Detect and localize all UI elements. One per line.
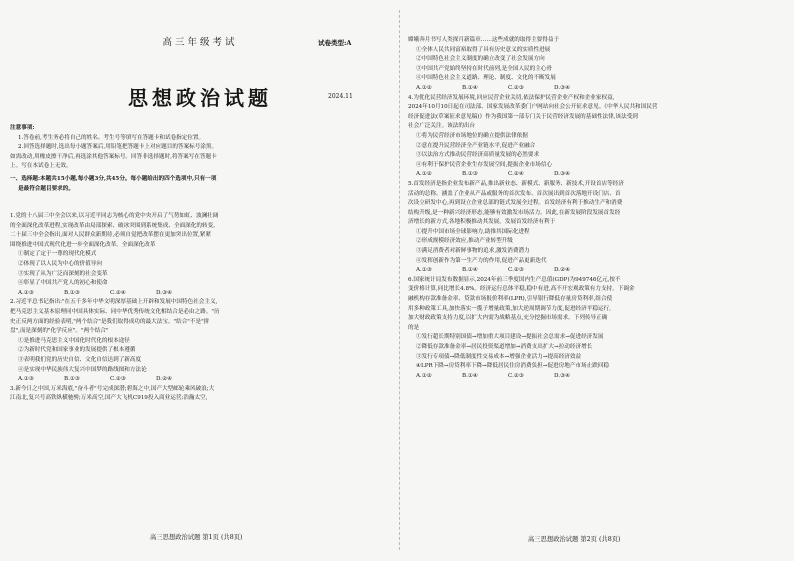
notes-heading: 注意事项: [10,125,35,131]
question-line: 经济促进法(草案征求意见稿)》作为我国第一部专门关于民营经济发展的基础性法律,该法受到 [408,113,638,120]
section-heading-cont: 是最符合题目要求的。 [18,185,74,192]
question-6 [408,276,788,382]
question-line: 嫦娥奔月书写人类探月新篇章……这些成就的取得主要得益于 [408,37,560,43]
question-4 [408,94,788,180]
question-line: 2.习近平总书记指出:"在五千多年中华文明深厚基础上开辟和发展中国特色社会主义, [10,299,218,306]
question-line: 1.党的十八届三中全会以来,以习近平同志为核心的党中央开启了气势如虹、波澜壮阔 [10,213,219,219]
option-a: A.①② [416,372,432,379]
page-footer-right: 高三思想政治试题 第2页 (共8页) [528,536,621,543]
option-b: B.①④ [462,267,478,274]
question-item: ④彰显了中国共产党人的初心和使命 [18,280,108,287]
question-line: 2024年10月10日起在司法部、国家发展改革委门户网站向社会公开征求意见。《中华人民共和国民营 [408,104,658,111]
option-a: A.①② [416,84,432,91]
option-b: B.①③ [64,376,80,383]
page-footer-left: 高三思想政治试题 第1页 (共8页) [150,534,243,541]
exam-date: 2024.11 [328,93,353,100]
question-line: 活动的总称。涵盖了企业从产品或服务的首次发布、首次展出到首次落地开设门店、首 [408,190,621,197]
notes-line: 1.答卷前,考生务必将自己的姓名、考生号等填写在答题卡和试卷指定位置。 [18,134,205,141]
option-c: C.②④ [110,289,126,296]
question-2 [10,298,392,384]
question-line: 结构升级,是一种新兴经济形态,能够有效激发市场活力。因此,在新发展阶段发展首发经 [408,209,621,216]
question-item: ①全体人民共同富裕取得了具有历史意义的实质性进展 [416,46,551,53]
question-line: 围绕推进中国式现代化进一步全面深化改革。全面深化改革 [10,241,156,248]
answer-options [408,170,788,180]
question-line: 江南北,复兴号高铁纵横驰骋;万米高空,国产大飞机C919投入商业运营;浩瀚太空, [10,395,208,402]
question-5 [408,180,788,276]
notes-line: 如需改动,用橡皮擦干净后,再选涂其他答案标号。回答非选择题时,将答案写在答题卡 [10,153,217,160]
question-line: 史正反两方面的经验表明,"两个结合"是我们取得成功的最大法宝。"结合"不是"拼 [10,318,210,325]
question-line: 融机构存款准备金率、贷款市场报价利率(LPR),引导银行降低存量房贷利率,组合使 [408,296,613,303]
option-a: A.①③ [416,267,432,274]
question-line: 4.为优化民营经济发展环境,回应民营企业关切,依法保护民营企业产权和企业家权益, [408,94,615,101]
question-line: 加大财政政策支持力度,以扩大内需为战略基点,充分挖掘市场需求。下列传导正确 [408,315,608,322]
notes-line: 上。写在本试卷上无效。 [10,163,72,170]
question-item: ②体现了以人民为中心的价值导向 [18,260,102,267]
question-item: ③实现了从为广泛而深刻的社会变革 [18,270,108,277]
option-d: D.②④ [554,267,571,274]
question-item: ③表明我们党的历史自信、文化自信达到了新高度 [18,356,142,363]
answer-options [408,372,788,382]
option-d: D.③④ [554,171,571,178]
question-line: 济增长的新方式,各地积极推动其发展。发展首发经济有利于 [408,219,556,226]
question-item: ④是实现中华民族伟大复兴中国梦的路线图和方法论 [18,366,147,373]
answer-options [408,84,788,94]
answer-options [408,266,788,276]
question-item: ②形成规模经济效应,推动产业转型升级 [416,238,513,245]
question-line: 变价格计算,同比增长4.8%。经济运行总体平稳,稳中有进,高不开宏观政策有力支持。下调金 [408,286,635,293]
page-title: 思想政治试题 [128,86,272,110]
option-d: D.②④ [156,376,173,383]
option-c: C.②③ [508,267,524,274]
page-two [400,0,794,561]
option-d: D.③④ [156,289,173,296]
question-item: ③以法治方式推动民营经济高质量发展的必然要求 [416,152,540,159]
option-b: B.①③ [64,289,80,296]
question-line: 把马克思主义基本原理同中国具体实际、同中华优秀传统文化相结合是必由之路。"历 [10,308,220,315]
option-d: D.③④ [554,372,571,379]
option-a: A.①③ [18,376,34,383]
question-item: ②中国特色社会主义制度的确立改变了社会发展方向 [416,56,545,63]
notes-block [10,124,390,194]
exam-type-label: 试卷类型:A [318,39,352,47]
section-heading: 一、选择题:本题共15小题,每小题3分,共45分。每小题给出的四个选项中,只有一项 [10,175,217,182]
question-line: 社会广泛关注。该法的出台 [408,123,476,130]
question-line: 6.国家统计局发布数据显示,2024年前三季度国内生产总值(GDP)为949746亿元,按不 [408,276,621,283]
question-item: ①发行超长期特别国债→增加重大项目建设→提振社会总需求→促进经济发展 [416,334,604,341]
notes-line: 2.回答选择题时,选出每小题答案后,用铅笔把答题卡上对应题目的答案标号涂黑。 [18,144,218,151]
question-item: ④有利于保护民营企业生存发展空间,提振企业市场信心 [416,161,553,168]
option-b: B.①④ [462,84,478,91]
question-item: ③满足消费者对新鲜事物的追求,激发消费潜力 [416,248,530,255]
left-questions [10,212,392,404]
question-line: 二十届三中全会指出,面对人民群众新期待,必须自觉把改革摆在更加突出位置,紧紧 [10,232,212,239]
question-item: ④发挥创新作为第一生产力的作用,促进产品更新迭代 [416,257,547,264]
option-c: C.②④ [508,171,524,178]
exam-label: 高三年级考试 [162,37,238,48]
question-item: ②意在提升民营经济全产业链水平,促进产业融合 [416,142,536,149]
option-a: A.①③ [18,289,34,296]
question-item: ②降低存款准备金率→居民投资渠道增加→消费支出扩大→拉动经济增长 [416,344,593,350]
question-line: 盘",而是深刻的"化学反应"。"两个结合" [10,328,109,335]
question-line: 3.新今日之中国,万米海底,"奋斗者"号完成深潜;碧海之中,国产大型邮轮乘风破浪;大 [10,385,215,392]
option-c: C.②③ [508,372,524,379]
option-c: C.②③ [508,84,524,91]
question-item: ③中国共产党始终坚持在时代前列,是全国人民的主心骨 [416,65,553,72]
question-line: 的全面深化改革进程,实现改革由局部探索、破冰突围到系统集成、全面深化的转变。 [10,222,219,229]
answer-options [10,375,392,385]
question-line: 次设立研发中心,再到设立企业总部的链式发展全过程。首发经济有利于推动生产和消费 [408,200,623,207]
question-item: ②为新时代党和国家事业的发展提供了根本遵循 [18,347,136,354]
question-item: ④LPR下降→房贷利率下降→降低居民住房消费负担→促进房地产市场止跌回稳 [416,363,609,370]
question-item: ①制定了定于一尊的现代化模式 [18,251,97,258]
answer-options [10,289,392,299]
question-item: ①是推进马克思主义中国化时代化的根本途径 [18,337,130,344]
question-line: 用多种政策工具,加快落实一揽子增量政策,加大逆周期调节力度,促进经济平稳运行, [408,305,611,312]
question-item: ①将为民营经济市场地位的确立提供法律依据 [416,132,528,139]
question-1 [10,212,392,298]
option-b: B.①③ [462,171,478,178]
question-line: 的是 [408,324,420,331]
question-line: 5.首发经济是指企业发布新产品,推出新业态、新模式、新服务、新技术,开设首店等经济 [408,180,624,187]
question-item: ④中国特色社会主义道路、理论、制度、文化的不断发展 [416,75,556,82]
right-questions [408,36,788,381]
question-item: ③发行专项债→降低制度性交易成本→增强企业活力→提高经济效益 [416,353,582,360]
option-b: B.①④ [462,372,478,379]
question-item: ①提升中国市场全球影响力,助推其国际化进程 [416,228,530,235]
option-c: C.②③ [110,376,126,383]
option-a: A.①② [416,171,432,178]
option-d: D.③④ [554,84,571,91]
question-3 [10,385,392,404]
question-3-cont [408,36,788,94]
